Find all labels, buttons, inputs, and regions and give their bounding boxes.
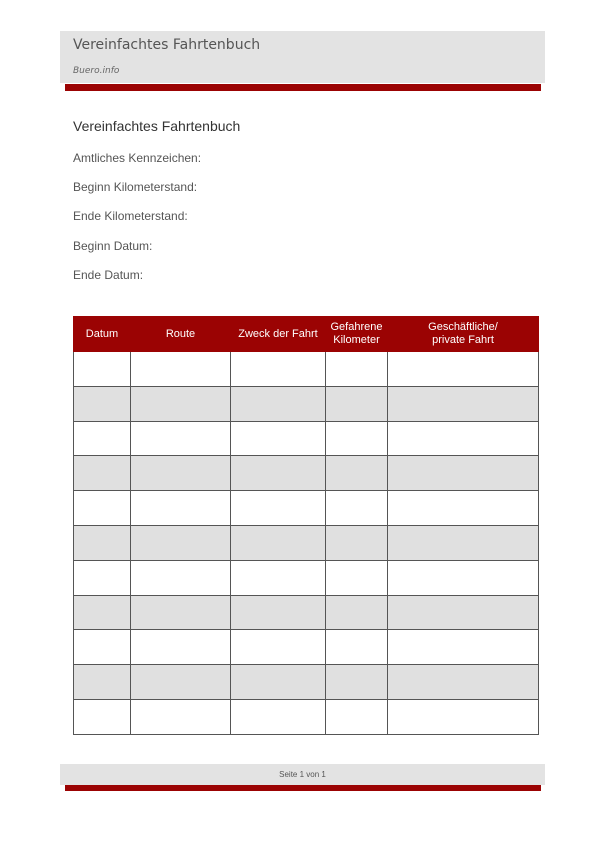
table-cell bbox=[231, 560, 326, 595]
table-cell bbox=[326, 560, 388, 595]
table-cell bbox=[326, 352, 388, 387]
column-header-route: Route bbox=[131, 317, 231, 352]
table-cell bbox=[74, 352, 131, 387]
table-cell bbox=[131, 630, 231, 665]
document-title: Vereinfachtes Fahrtenbuch bbox=[73, 118, 241, 134]
table-cell bbox=[231, 386, 326, 421]
table-cell bbox=[231, 352, 326, 387]
table-cell bbox=[131, 595, 231, 630]
table-cell bbox=[131, 665, 231, 700]
table-cell bbox=[74, 421, 131, 456]
table-cell bbox=[74, 595, 131, 630]
header-title: Vereinfachtes Fahrtenbuch bbox=[73, 37, 261, 53]
table-cell bbox=[131, 491, 231, 526]
table-cell bbox=[326, 491, 388, 526]
table-cell bbox=[131, 525, 231, 560]
table-cell bbox=[388, 421, 539, 456]
page-footer bbox=[60, 764, 545, 785]
table-cell bbox=[326, 386, 388, 421]
table-cell bbox=[131, 352, 231, 387]
field-start-date: Beginn Datum: bbox=[73, 239, 153, 253]
table-header-row bbox=[74, 317, 539, 352]
table-row bbox=[74, 699, 539, 734]
table-cell bbox=[326, 456, 388, 491]
table-cell bbox=[326, 595, 388, 630]
table-cell bbox=[388, 699, 539, 734]
page-number: Seite 1 von 1 bbox=[279, 770, 326, 779]
field-start-mileage: Beginn Kilometerstand: bbox=[73, 180, 198, 194]
table-cell bbox=[74, 525, 131, 560]
header-accent-bar bbox=[65, 84, 541, 91]
column-header-date: Datum bbox=[74, 317, 131, 352]
table-body bbox=[74, 352, 539, 735]
table-cell bbox=[131, 456, 231, 491]
table-cell bbox=[74, 386, 131, 421]
table-cell bbox=[326, 665, 388, 700]
table-cell bbox=[388, 560, 539, 595]
field-end-mileage: Ende Kilometerstand: bbox=[73, 209, 188, 223]
table-cell bbox=[231, 421, 326, 456]
logbook-table bbox=[73, 316, 539, 735]
table-cell bbox=[74, 699, 131, 734]
table-row bbox=[74, 560, 539, 595]
table-cell bbox=[326, 525, 388, 560]
table-row bbox=[74, 595, 539, 630]
table-cell bbox=[388, 665, 539, 700]
table-row bbox=[74, 352, 539, 387]
table-cell bbox=[388, 456, 539, 491]
table-cell bbox=[74, 491, 131, 526]
table-cell bbox=[388, 595, 539, 630]
table-cell bbox=[74, 665, 131, 700]
table-cell bbox=[231, 525, 326, 560]
table-cell bbox=[388, 630, 539, 665]
table-cell bbox=[231, 595, 326, 630]
table-cell bbox=[326, 630, 388, 665]
table-row bbox=[74, 525, 539, 560]
table-cell bbox=[131, 699, 231, 734]
table-cell bbox=[74, 630, 131, 665]
table-cell bbox=[388, 525, 539, 560]
column-header-trip-type: Geschäftliche/ private Fahrt bbox=[388, 317, 539, 352]
table-row bbox=[74, 630, 539, 665]
table-row bbox=[74, 456, 539, 491]
table-cell bbox=[326, 699, 388, 734]
table-cell bbox=[231, 665, 326, 700]
table-row bbox=[74, 665, 539, 700]
table-row bbox=[74, 491, 539, 526]
table-cell bbox=[74, 560, 131, 595]
table-cell bbox=[231, 630, 326, 665]
table-cell bbox=[231, 699, 326, 734]
page-header bbox=[60, 31, 545, 83]
table-row bbox=[74, 421, 539, 456]
table-cell bbox=[231, 491, 326, 526]
table-cell bbox=[131, 560, 231, 595]
field-end-date: Ende Datum: bbox=[73, 268, 144, 282]
footer-accent-bar bbox=[65, 785, 541, 791]
table-cell bbox=[388, 352, 539, 387]
table-cell bbox=[231, 456, 326, 491]
table-cell bbox=[74, 456, 131, 491]
table-row bbox=[74, 386, 539, 421]
column-header-purpose: Zweck der Fahrt bbox=[231, 317, 326, 352]
column-header-kilometers: Gefahrene Kilometer bbox=[326, 317, 388, 352]
field-license-plate: Amtliches Kennzeichen: bbox=[73, 151, 202, 165]
header-subtitle: Buero.info bbox=[73, 66, 120, 76]
table-cell bbox=[388, 491, 539, 526]
table-cell bbox=[131, 421, 231, 456]
table-cell bbox=[326, 421, 388, 456]
table-cell bbox=[131, 386, 231, 421]
table-cell bbox=[388, 386, 539, 421]
